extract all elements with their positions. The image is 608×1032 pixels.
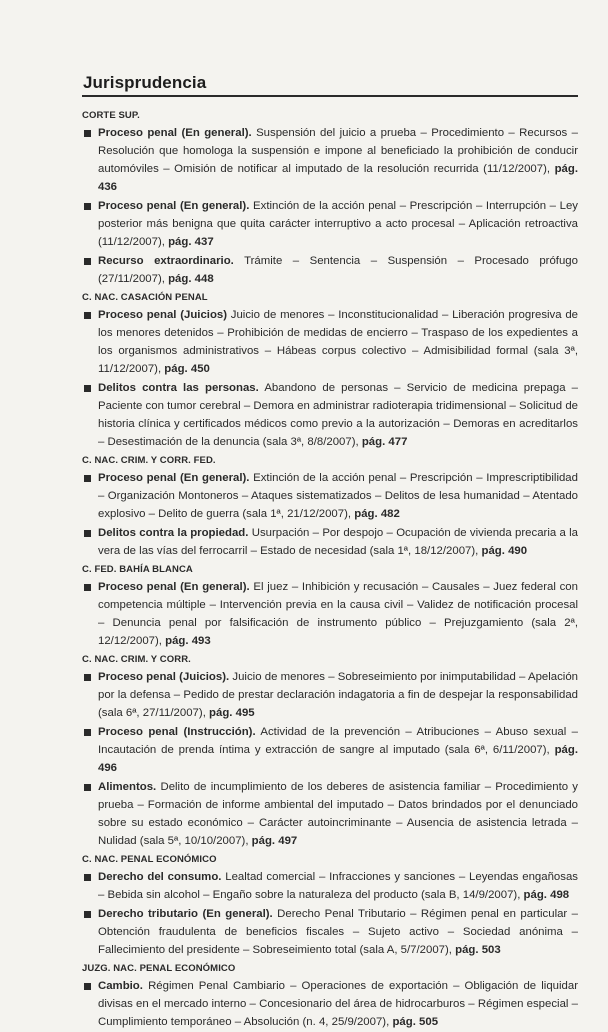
case-entry (82, 977, 578, 1031)
page-reference: pág. 482 (354, 508, 400, 520)
case-heading: Proceso penal (Juicios). (98, 671, 230, 683)
case-summary: Extinción de la acción penal – Prescripción – Imprescriptibilidad – Organización Montoneros – Ataques sistematizados – Delitos de lesa humanidad – Atentado explosivo – Delito de guerra (sala 1ª, 21/12/2007), (98, 472, 578, 520)
court-heading: JUZG. NAC. PENAL ECONÓMICO (82, 963, 236, 974)
case-heading: Alimentos. (98, 781, 157, 793)
case-summary: Actividad de la prevención – Atribuciones – Abuso sexual – Incautación de prenda íntima y extracción de sangre al imputado (sala 6ª, 6/11/2007), (98, 726, 578, 756)
case-heading: Delitos contra la propiedad. (98, 527, 249, 539)
square-bullet-icon (84, 874, 91, 881)
page-reference: pág. 437 (168, 236, 214, 248)
page-reference: pág. 505 (392, 1016, 439, 1028)
case-heading: Derecho tributario (En general). (98, 908, 273, 920)
case-summary: Lealtad comercial – Infracciones y sanciones – Leyendas engañosas – Bebida sin alcohol – Engaño sobre la naturaleza del producto (sala B, 14/9/2007), (98, 871, 578, 901)
page-reference: pág. 448 (168, 273, 214, 285)
case-entry (82, 868, 578, 904)
case-summary: Juicio de menores – Inconstitucionalidad – Liberación progresiva de los menores detenidos – Prohibición de medidas de encierro – Traspaso de los expedientes a los organismos administrativos – Hábeas corpus colectivo – Admisibilidad formal (sala 3ª, 11/12/2007), (98, 309, 578, 375)
case-heading: Proceso penal (En general). (98, 581, 250, 593)
square-bullet-icon (84, 312, 91, 319)
case-entry (82, 197, 578, 251)
case-summary: Suspensión del juicio a prueba – Procedimiento – Recursos – Resolución que homologa la suspensión e impone al beneficiado la prohibición de conducir automóviles – Omisión de notificar al imputado de la resolución recurrida (11/12/2007), (98, 127, 578, 175)
page-reference: pág. 503 (455, 944, 501, 956)
page-reference: pág. 490 (481, 545, 528, 557)
page-reference: pág. 495 (209, 707, 255, 719)
case-entry (82, 306, 578, 378)
page-title: Jurisprudencia (83, 73, 207, 92)
case-entry (82, 469, 578, 523)
case-heading: Delitos contra las personas. (98, 382, 259, 394)
case-summary: Extinción de la acción penal – Prescripción – Interrupción – Ley posterior más benigna que quita carácter interruptivo a acto procesal – Aplicación retroactiva (11/12/2007), (98, 200, 578, 248)
case-entry (82, 578, 578, 650)
court-heading: C. NAC. CRIM. Y CORR. (82, 654, 191, 665)
case-heading: Derecho del consumo. (98, 871, 222, 883)
title-rule (82, 95, 578, 97)
case-entry (82, 778, 578, 850)
case-heading: Cambio. (98, 980, 143, 992)
court-heading: C. NAC. CASACIÓN PENAL (82, 292, 208, 303)
page-reference: pág. 496 (98, 744, 578, 774)
square-bullet-icon (84, 475, 91, 482)
square-bullet-icon (84, 203, 91, 210)
case-heading: Proceso penal (En general). (98, 200, 250, 212)
case-entry (82, 252, 578, 288)
case-heading: Proceso penal (Instrucción). (98, 726, 256, 738)
square-bullet-icon (84, 674, 91, 681)
page-reference: pág. 497 (251, 835, 298, 847)
case-entry (82, 905, 578, 959)
court-heading: C. NAC. PENAL ECONÓMICO (82, 854, 217, 865)
square-bullet-icon (84, 784, 91, 791)
case-entry (82, 723, 578, 777)
case-summary: Derecho Penal Tributario – Régimen penal en particular – Obtención fraudulenta de beneficios fiscales – Sujeto activo – Sociedad anónima – Fallecimiento del presidente – Sobreseimiento total (sala A, 5/7/2007), (98, 908, 578, 956)
page-reference: pág. 436 (98, 163, 578, 193)
court-heading: C. FED. BAHÍA BLANCA (82, 564, 193, 575)
case-heading: Proceso penal (En general). (98, 127, 252, 139)
page-reference: pág. 498 (523, 889, 570, 901)
square-bullet-icon (84, 983, 91, 990)
square-bullet-icon (84, 130, 91, 137)
square-bullet-icon (84, 584, 91, 591)
court-heading: CORTE SUP. (82, 110, 140, 121)
case-heading: Recurso extraordinario. (98, 255, 234, 267)
case-heading: Proceso penal (Juicios) (98, 309, 228, 321)
page-reference: pág. 493 (165, 635, 211, 647)
square-bullet-icon (84, 258, 91, 265)
case-summary: Régimen Penal Cambiario – Operaciones de exportación – Obligación de liquidar divisas en el mercado interno – Concesionario del área de hidrocarburos – Régimen especial – Cumplimiento temporáneo – Absolución (n. 4, 25/9/2007), (98, 980, 578, 1028)
case-summary: Abandono de personas – Servicio de medicina prepaga – Paciente con tumor cerebral – Demora en administrar radioterapia tridimensional – Solicitud de historia clínica y certificados médicos como previo a la autorización – Demoras en acreditarlos – Desestimación de la denuncia (sala 3ª, 8/8/2007), (98, 382, 578, 448)
case-summary: Trámite – Sentencia – Suspensión – Procesado prófugo (27/11/2007), (98, 255, 578, 285)
page-reference: pág. 477 (361, 436, 408, 448)
page-reference: pág. 450 (164, 363, 210, 375)
case-entry (82, 524, 578, 560)
court-heading: C. NAC. CRIM. Y CORR. FED. (82, 455, 216, 466)
square-bullet-icon (84, 729, 91, 736)
case-summary: Usurpación – Por despojo – Ocupación de vivienda precaria a la vera de las vías del ferrocarril – Estado de necesidad (sala 1ª, 18/12/2007), (98, 527, 578, 557)
case-entry (82, 379, 578, 451)
square-bullet-icon (84, 385, 91, 392)
square-bullet-icon (84, 911, 91, 918)
case-summary: Delito de incumplimiento de los deberes de asistencia familiar – Procedimiento y prueba – Formación de informe ambiental del imputado – Datos brindados por el denunciado sobre su estado económico – Carácter autoincriminante – Ausencia de asistencia letrada – Nulidad (sala 5ª, 10/10/2007), (98, 781, 578, 847)
jurisprudence-list (82, 106, 578, 1032)
square-bullet-icon (84, 530, 91, 537)
case-summary: Juicio de menores – Sobreseimiento por inimputabilidad – Apelación por la defensa – Pedido de prestar declaración indagatoria a fin de despejar la responsabilidad (sala 6ª, 27/11/2007), (98, 671, 578, 719)
case-entry (82, 124, 578, 196)
case-summary: El juez – Inhibición y recusación – Causales – Juez federal con competencia múltiple – Intervención previa en la causa civil – Validez de notificación procesal – Denuncia penal por falsificación de instrumento público – Prejuzgamiento (sala 2ª, 12/12/2007), (98, 581, 578, 647)
case-heading: Proceso penal (En general). (98, 472, 250, 484)
case-entry (82, 668, 578, 722)
